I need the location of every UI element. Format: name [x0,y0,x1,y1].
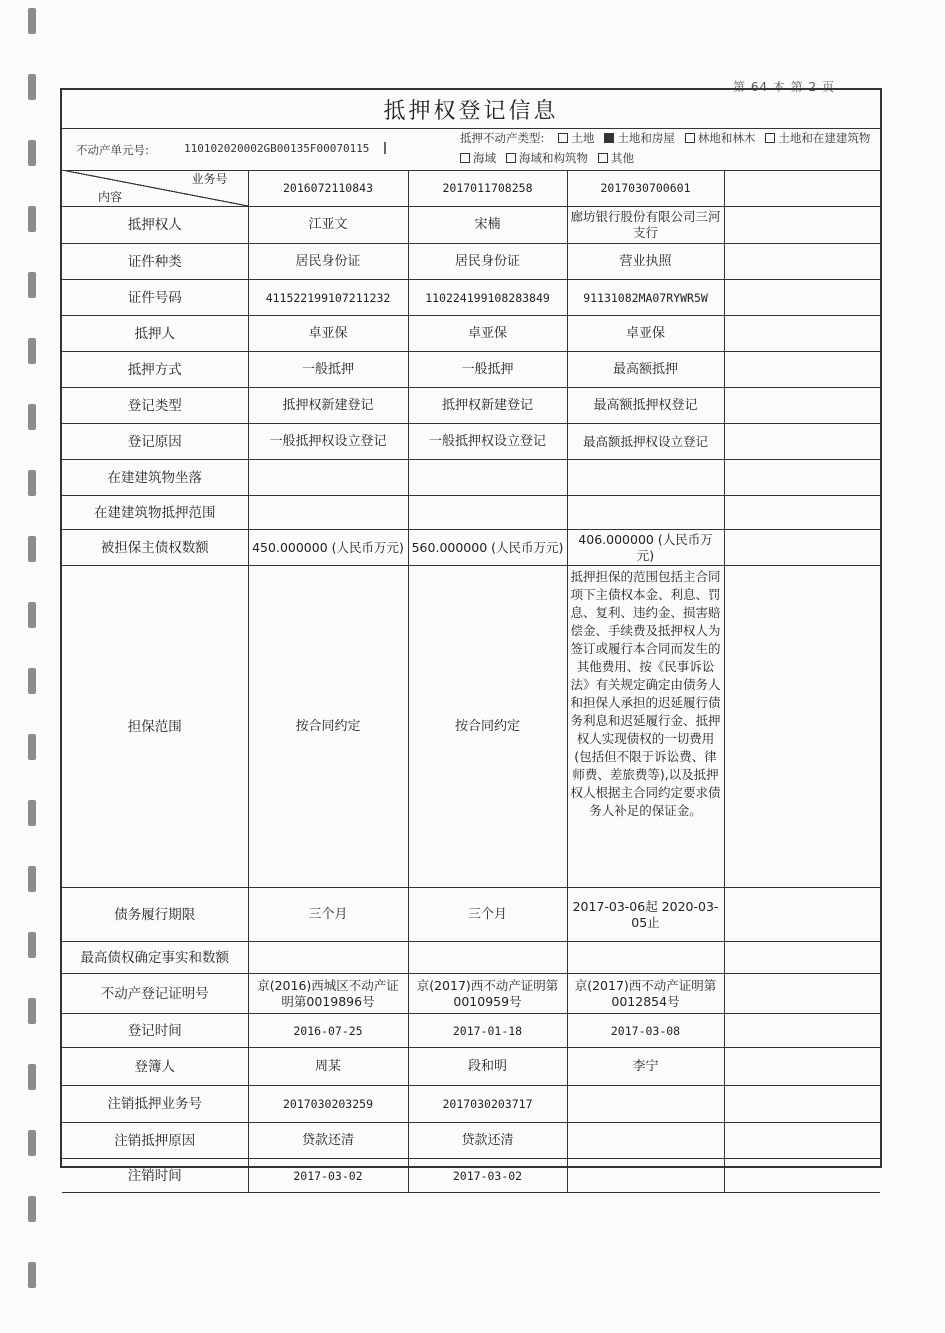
row-label: 抵押方式 [62,352,248,388]
table-cell: 2017-03-08 [567,1014,724,1048]
table-cell: 411522199107211232 [248,280,408,316]
checkbox-icon [685,133,695,143]
mortgage-type-option-label: 林地和林木 [697,131,756,145]
mortgage-type-option-label: 其他 [611,151,634,165]
corner-bottom-label: 内容 [98,190,123,204]
row-label: 登簿人 [62,1048,248,1086]
table-cell [724,1048,880,1086]
table-cell: 贷款还清 [248,1123,408,1159]
table-cell [567,1086,724,1123]
table-header-row [62,170,880,207]
table-cell: 2016-07-25 [248,1014,408,1048]
table-cell: 2017-03-06起 2020-03-05止 [567,888,724,942]
row-label: 注销时间 [62,1159,248,1193]
table-cell [724,1123,880,1159]
table-row [62,388,880,424]
row-label: 抵押权人 [62,207,248,244]
binding-hole [28,74,36,100]
binding-hole [28,404,36,430]
binding-hole [28,668,36,694]
table-row [62,1159,880,1193]
table-cell: 贷款还清 [408,1123,567,1159]
mortgage-type-option-label: 海域和构筑物 [519,151,588,165]
row-label: 证件号码 [62,280,248,316]
table-cell: 2017030203259 [248,1086,408,1123]
binding-hole [28,206,36,232]
binding-hole [28,140,36,166]
table-cell: 周某 [248,1048,408,1086]
table-cell [724,316,880,352]
table-row [62,316,880,352]
table-cell: 江亚文 [248,207,408,244]
business-number-cell [724,170,880,207]
row-label: 不动产登记证明号 [62,974,248,1014]
row-label: 登记时间 [62,1014,248,1048]
mortgage-type-option [506,150,588,166]
binding-hole [28,536,36,562]
table-cell: 抵押担保的范围包括主合同项下主债权本金、利息、罚息、复利、违约金、损害赔偿金、手续费及抵押权人为签订或履行本合同而发生的其他费用、按《民事诉讼法》有关规定确定由债务人和担保人承担的迟延履行债务利息和迟延履行金、抵押权人实现债权的一切费用(包括但不限于诉讼费、律师费、差旅费等),以及抵押权人根据主合同约定要求债务人补足的保证金。 [567,566,724,888]
table-cell [724,530,880,566]
table-cell: 卓亚保 [567,316,724,352]
checkbox-icon [506,153,516,163]
binding-hole [28,866,36,892]
table-cell [724,1086,880,1123]
table-cell: 最高额抵押 [567,352,724,388]
table-cell [248,942,408,974]
table-row [62,566,880,888]
corner-cell [62,170,248,207]
mortgage-type-option-label: 海域 [473,151,496,165]
table-row [62,496,880,530]
row-label: 抵押人 [62,316,248,352]
table-cell: 卓亚保 [248,316,408,352]
table-cell: 居民身份证 [248,244,408,280]
table-cell [408,460,567,496]
table-cell [408,942,567,974]
binding-hole [28,338,36,364]
header-row [62,128,880,171]
row-label: 注销抵押原因 [62,1123,248,1159]
table-cell: 宋楠 [408,207,567,244]
binding-holes [22,0,42,1333]
table-cell: 按合同约定 [248,566,408,888]
table-row [62,280,880,316]
table-row [62,1014,880,1048]
row-label: 最高债权确定事实和数额 [62,942,248,974]
binding-hole [28,1262,36,1288]
mortgage-type-options [460,130,880,166]
table-cell: 京(2017)西不动产证明第0010959号 [408,974,567,1014]
table-cell: 京(2016)西城区不动产证明第0019896号 [248,974,408,1014]
checkbox-icon [765,133,775,143]
table-cell: 段和明 [408,1048,567,1086]
mortgage-type-option-label: 土地和房屋 [617,131,675,145]
row-label: 担保范围 [62,566,248,888]
table-cell: 卓亚保 [408,316,567,352]
mortgage-type-option [460,150,496,166]
business-number-cell: 2017011708258 [408,170,567,207]
table-cell: 2017-03-02 [408,1159,567,1193]
binding-hole [28,734,36,760]
table-cell: 三个月 [248,888,408,942]
checkbox-icon [558,133,568,143]
table-cell [724,352,880,388]
table-cell: 营业执照 [567,244,724,280]
table-row [62,1048,880,1086]
mortgage-type-option [598,150,634,166]
mortgage-info-table [62,170,880,1193]
binding-hole [28,1130,36,1156]
mortgage-type-option [604,130,675,146]
binding-hole [28,1064,36,1090]
row-label: 被担保主债权数额 [62,530,248,566]
row-label: 证件种类 [62,244,248,280]
binding-hole [28,602,36,628]
table-cell [567,1159,724,1193]
corner-top-label: 业务号 [191,172,228,186]
table-cell: 最高额抵押权登记 [567,388,724,424]
table-row [62,244,880,280]
table-cell [724,424,880,460]
mortgage-type-label: 抵押不动产类型: [460,131,545,145]
mortgage-type-option-label: 土地 [571,131,595,145]
table-cell: 110224199108283849 [408,280,567,316]
table-cell: 三个月 [408,888,567,942]
binding-hole [28,272,36,298]
table-cell [724,496,880,530]
table-cell: 廊坊银行股份有限公司三河支行 [567,207,724,244]
checkbox-icon [460,153,470,163]
table-cell: 一般抵押权设立登记 [408,424,567,460]
business-number-cell: 2017030700601 [567,170,724,207]
checked-box-icon [604,133,614,143]
binding-hole [28,998,36,1024]
row-label: 注销抵押业务号 [62,1086,248,1123]
business-number-cell: 2016072110843 [248,170,408,207]
table-cell [724,974,880,1014]
row-label: 债务履行期限 [62,888,248,942]
mortgage-type-option [558,130,594,146]
table-cell: 抵押权新建登记 [248,388,408,424]
table-row [62,974,880,1014]
table-cell [408,496,567,530]
table-cell [724,460,880,496]
table-row [62,1086,880,1123]
table-cell [248,460,408,496]
table-cell: 一般抵押权设立登记 [248,424,408,460]
mortgage-type-option-label: 土地和在建建筑物 [778,131,871,145]
binding-hole [28,470,36,496]
page-number: 第 64 本 第 2 页 [733,80,835,94]
mortgage-type-option [685,130,756,146]
row-label: 登记原因 [62,424,248,460]
diagonal-divider [62,170,248,206]
table-cell: 560.000000 (人民币万元) [408,530,567,566]
table-cell [724,942,880,974]
table-row [62,424,880,460]
row-label: 在建建筑物抵押范围 [62,496,248,530]
table-cell [567,460,724,496]
table-cell [724,207,880,244]
table-row [62,1123,880,1159]
row-label: 登记类型 [62,388,248,424]
table-cell [724,566,880,888]
table-row [62,530,880,566]
table-cell: 91131082MA07RYWR5W [567,280,724,316]
table-cell [724,1159,880,1193]
table-cell: 李宁 [567,1048,724,1086]
page-title: 抵押权登记信息 [62,90,880,129]
table-cell [724,244,880,280]
binding-hole [28,932,36,958]
table-cell: 2017-03-02 [248,1159,408,1193]
table-cell: 2017030203717 [408,1086,567,1123]
table-cell [724,280,880,316]
unit-number-label: 不动产单元号: [76,143,149,157]
binding-hole [28,800,36,826]
table-cell: 抵押权新建登记 [408,388,567,424]
binding-hole [28,8,36,34]
table-cell [567,942,724,974]
binding-hole [28,1196,36,1222]
table-cell: 2017-01-18 [408,1014,567,1048]
table-cell [724,388,880,424]
table-cell: 按合同约定 [408,566,567,888]
mortgage-type-option [765,130,870,146]
table-cell [724,888,880,942]
table-cell: 406.000000 (人民币万元) [567,530,724,566]
mortgage-registration-sheet [60,88,882,1184]
table-cell: 一般抵押 [408,352,567,388]
checkbox-icon [598,153,608,163]
table-row [62,352,880,388]
table-cell: 最高额抵押权设立登记 [567,424,724,460]
row-label: 在建建筑物坐落 [62,460,248,496]
unit-number-value: 110102020002GB00135F00070115 [184,142,370,155]
table-cell: 居民身份证 [408,244,567,280]
table-row [62,207,880,244]
table-cell: 一般抵押 [248,352,408,388]
table-cell [567,1123,724,1159]
table-cell [724,1014,880,1048]
table-cell [567,496,724,530]
table-row [62,888,880,942]
table-row [62,942,880,974]
table-cell: 京(2017)西不动产证明第0012854号 [567,974,724,1014]
table-cell [248,496,408,530]
table-cell: 450.000000 (人民币万元) [248,530,408,566]
table-row [62,460,880,496]
